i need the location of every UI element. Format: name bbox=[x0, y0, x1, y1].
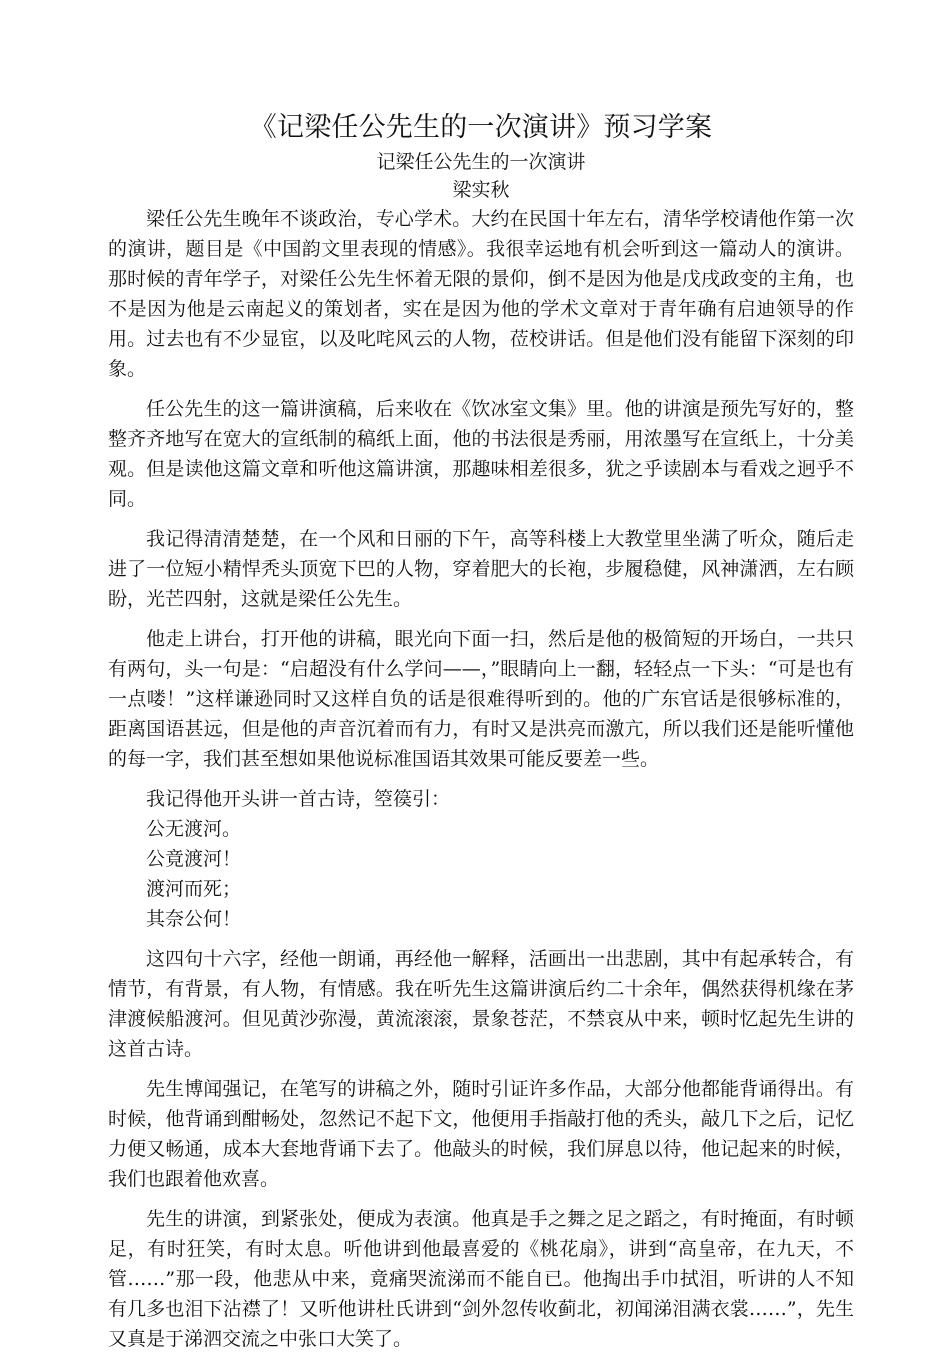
body-paragraph: 先生的讲演，到紧张处，便成为表演。他真是手之舞之足之蹈之，有时掩面，有时顿足，有时狂笑，有时太息。听他讲到他最喜爱的《桃花扇》，讲到“高皇帝，在九天，不管……”那一段，他悲从中来，竟痛哭流涕而不能自已。他掏出手巾拭泪，听讲的人不知有几多也泪下沾襟了！又听他讲杜氏讲到“剑外忽传收蓟北，初闻涕泪满衣裳……”，先生又真是于涕泗交流之中张口大笑了。 bbox=[108, 1208, 854, 1350]
body-paragraph: 他走上讲台，打开他的讲稿，眼光向下面一扫，然后是他的极简短的开场白，一共只有两句，头一句是：“启超没有什么学问——，”眼睛向上一翻，轻轻点一下头：“可是也有一点喽！”这样谦逊同时又这样自负的话是很难得听到的。他的广东官话是很够标准的，距离国语甚远，但是他的声音沉着而有力，有时又是洪亮而激亢，所以我们还是能听懂他的每一字，我们甚至想如果他说标准国语其效果可能反要差一些。 bbox=[108, 628, 854, 770]
body-paragraph: 这四句十六字，经他一朗诵，再经他一解释，活画出一出悲剧，其中有起承转合，有情节，有背景，有人物，有情感。我在听先生这篇讲演后约二十余年，偶然获得机缘在茅津渡候船渡河。但见黄沙弥漫，黄流滚滚，景象苍茫，不禁哀从中来，顿时忆起先生讲的这首古诗。 bbox=[108, 948, 854, 1060]
article-title: 记梁任公先生的一次演讲 bbox=[376, 151, 586, 173]
document-title: 《记梁任公先生的一次演讲》预习学案 bbox=[249, 112, 713, 143]
poem-line: 其奈公何！ bbox=[146, 908, 242, 930]
document-page bbox=[108, 108, 854, 1354]
poem-line: 渡河而死； bbox=[146, 878, 242, 900]
body-paragraph: 我记得他开头讲一首古诗，箜篌引： bbox=[146, 788, 451, 810]
article-author: 梁实秋 bbox=[452, 179, 510, 201]
poem-line: 公无渡河。 bbox=[146, 818, 242, 840]
poem-block bbox=[108, 814, 854, 934]
body-paragraph: 任公先生的这一篇讲演稿，后来收在《饮冰室文集》里。他的讲演是预先写好的，整整齐齐地写在宽大的宣纸制的稿纸上面，他的书法很是秀丽，用浓墨写在宣纸上，十分美观。但是读他这篇文章和听他这篇讲演，那趣味相差很多，犹之乎读剧本与看戏之迥乎不同。 bbox=[108, 398, 854, 510]
body-paragraph: 先生博闻强记，在笔写的讲稿之外，随时引证许多作品，大部分他都能背诵得出。有时候，他背诵到酣畅处，忽然记不起下文，他便用手指敲打他的秃头，敲几下之后，记忆力便又畅通，成本大套地背诵下去了。他敲头的时候，我们屏息以待，他记起来的时候，我们也跟着他欢喜。 bbox=[108, 1078, 854, 1190]
poem-line: 公竟渡河！ bbox=[146, 848, 242, 870]
body-paragraph: 我记得清清楚楚，在一个风和日丽的下午，高等科楼上大教堂里坐满了听众，随后走进了一位短小精悍秃头顶宽下巴的人物，穿着肥大的长袍，步履稳健，风神潇洒，左右顾盼，光芒四射，这就是梁任公先生。 bbox=[108, 528, 854, 610]
body-paragraph: 梁任公先生晚年不谈政治，专心学术。大约在民国十年左右，清华学校请他作第一次的演讲，题目是《中国韵文里表现的情感》。我很幸运地有机会听到这一篇动人的演讲。那时候的青年学子，对梁任公先生怀着无限的景仰，倒不是因为他是戊戌政变的主角，也不是因为他是云南起义的策划者，实在是因为他的学术文章对于青年确有启迪领导的作用。过去也有不少显宦，以及叱咤风云的人物，莅校讲话。但是他们没有能留下深刻的印象。 bbox=[108, 208, 854, 380]
